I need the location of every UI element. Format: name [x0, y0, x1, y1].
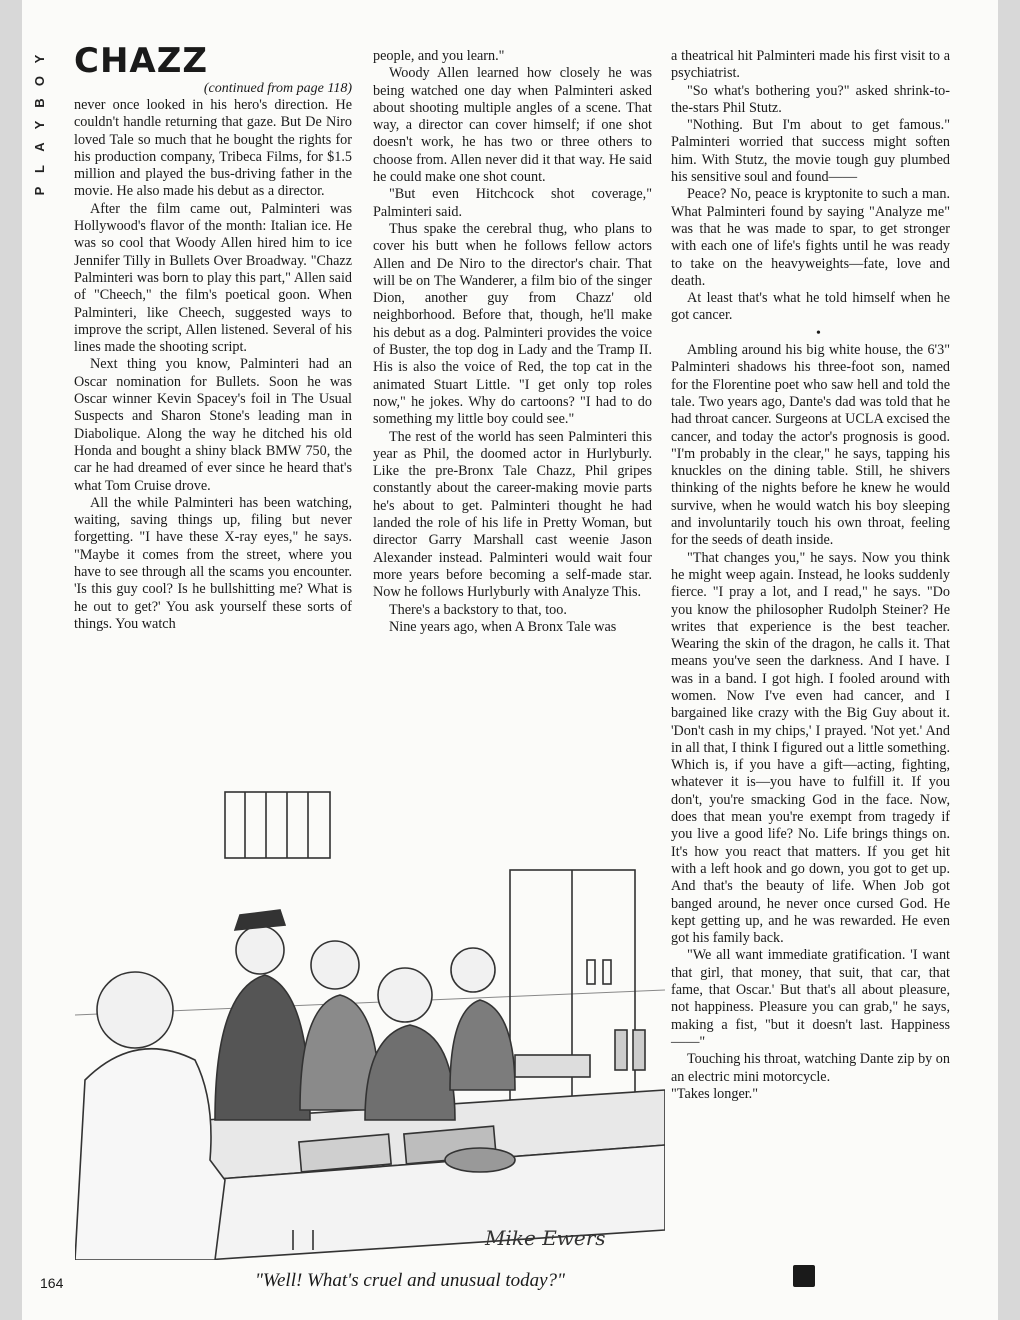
paragraph: "So what's bothering you?" asked shrink-to-the-stars Phil Stutz.: [671, 82, 950, 116]
article-title: CHAZZ: [74, 41, 209, 81]
paragraph: a theatrical hit Palminteri made his first visit to a psychiatrist.: [671, 48, 950, 82]
paragraph: people, and you learn.": [373, 48, 505, 64]
paragraph: Ambling around his big white house, the 6'3" Palminteri shadows his three-foot son, named for the Florentine poet who saw hell and told the tale. Two years ago, Dante's dad was told that he had throat cancer. Surgeons at UCLA excised the cancer, and today the actor's prognosis is good. "I'm probably in the clear," he says, tapping his knuckles on the dining table. Still, he shivers thinking of the nights before he knew he would survive, when he would watch his boy sleeping and involuntarily touch his own throat, feeling for the seeds of death inside.: [671, 342, 950, 549]
text-column-1: [74, 80, 352, 633]
paragraph: "Nothing. But I'm about to get famous." Palminteri worried that success might soften him. With Stutz, the movie tough guy plumbed his sensitive soul and found——: [671, 117, 950, 186]
paragraph: "But even Hitchcock shot coverage," Palminteri said.: [373, 186, 652, 220]
paragraph: Nine years ago, when A Bronx Tale was: [389, 618, 617, 635]
text-column-3: [671, 48, 950, 1103]
paragraph: never once looked in his hero's direction. He couldn't handle returning that gaze. But De Niro loved Tale so much that he bought the rights for his production company, Tribeca Films, for $1.5 million and played the bus-driving father in the movie. He also made his debut as a director.: [74, 97, 352, 200]
continued-note: (continued from page 118): [203, 81, 352, 96]
paragraph: "Takes longer.": [671, 1085, 759, 1102]
paragraph: At least that's what he told himself when he got cancer.: [671, 290, 950, 324]
rabbit-head-icon: [793, 1265, 815, 1287]
prison-cafeteria-cartoon: [75, 760, 665, 1260]
paragraph: Peace? No, peace is kryptonite to such a man. What Palminteri found by saying "Analyze me" was that he was made to spar, to get stronger with each one of life's fights until he was ready to take on the heavyweights—fate, love and death.: [671, 186, 950, 289]
paragraph: There's a backstory to that, too.: [389, 601, 567, 618]
cartoonist-signature: Mike Ewers: [485, 1226, 606, 1250]
cartoon-caption: "Well! What's cruel and unusual today?": [254, 1270, 566, 1291]
paragraph: Woody Allen learned how closely he was being watched one day when Palminteri asked about shooting multiple angles of a scene. That way, a director can cover himself; if one shot doesn't work, he has two or three others to choose from. Allen never did it that way. He said he could make one shot count.: [373, 65, 652, 186]
paragraph: All the while Palminteri has been watching, waiting, saving things up, filing but never forgetting. "I have these X-ray eyes," he says. "Maybe it comes from the street, where you have to see through all the scams you encounter. 'Is this guy cool? Is he bullshitting me? What is he out to get?' You ask yourself these sorts of things. You watch: [74, 494, 352, 632]
paragraph: Thus spake the cerebral thug, who plans to cover his butt when he follows fellow actors Allen and De Niro to the director's chair. That will be on The Wanderer, a film bio of the singer Dion, another guy from Chazz' old neighborhood. Before that, though, he'll make his debut as a dog. Palminteri provides the voice of Buster, the top dog in Lady and the Tramp II. His is also the voice of Red, the top cat in the animated Stuart Little. "I get only top roles now," he jokes. Why do cartoons? "I had to do something my little boy could see.": [373, 220, 652, 428]
paragraph: The rest of the world has seen Palminteri this year as Phil, the doomed actor in Hurlyburly. Like the pre-Bronx Tale Chazz, Phil gripes constantly about the career-making movie parts he's about to get. Palminteri thought he had landed the role of his life in Pretty Woman, but director Garry Marshall cast weenie Jason Alexander instead. Palminteri would wait four more years before becoming a self-made star. Now he follows Hurlyburly with Analyze This.: [373, 428, 652, 601]
section-break: •: [816, 325, 821, 341]
paragraph: "We all want immediate gratification. 'I want that girl, that money, that suit, that car, that fame, that Oscar.' But that's all about pleasure, not happiness. Pleasure you can grab," he says, making a fist, "but it doesn't last. Happiness——": [671, 947, 950, 1050]
paragraph: After the film came out, Palminteri was Hollywood's flavor of the month: Italian ice. He was so cool that Woody Allen hired him to ice Jennifer Tilly in Bullets Over Broadway. "Chazz Palminteri was born to play this part," Allen said of "Cheech," the film's poetical goon. When Palminteri, like Cheech, suggested ways to improve the script, Allen listened. Several of his lines made the shooting script.: [74, 200, 352, 356]
paragraph: Next thing you know, Palminteri had an Oscar nomination for Bullets. Soon he was Oscar winner Kevin Spacey's foil in The Usual Suspects and Sharon Stone's leading man in Diabolique. Along the way he ditched his old Honda and bought a shiny black BMW 750, the car he had dreamed of ever since he heard that's what Tom Cruise drove.: [74, 356, 352, 494]
page-number: 164: [40, 1275, 64, 1291]
paragraph: Touching his throat, watching Dante zip by on an electric mini motorcycle.: [671, 1051, 950, 1085]
paragraph: "That changes you," he says. Now you think he might weep again. Instead, he looks suddenly fierce. "I pray a lot, and I read," he says. "Do you know the philosopher Rudolph Steiner? He writes that experience is the best teacher. Wearing the skin of the dragon, he calls it. That means you've seen the darkness. And I have. I was in a band. I got high. I fooled around with women. Now I've even had cancer, and I bargained like crazy with the Big Guy about it. 'Don't cash in my chips,' I prayed. 'Not yet.' And in all that, I think I figured out a little something. Which is, if you have a gift—acting, fighting, whatever it is—you have to fulfill it. If you don't, you're smacking God in the face. Now, does that mean you're exempt from tragedy if you live a good life? No. Life brings things on. It's how you react that matters. If you get hit with a left hook and go down, you got to get up. And that's the beauty of life. When Job got banged around, he never once cursed God. He kept getting up, and he was rewarded. He even got his family back.: [671, 549, 950, 947]
magazine-side-label: Y O B Y A L P: [32, 54, 47, 196]
text-column-2: [373, 48, 652, 636]
